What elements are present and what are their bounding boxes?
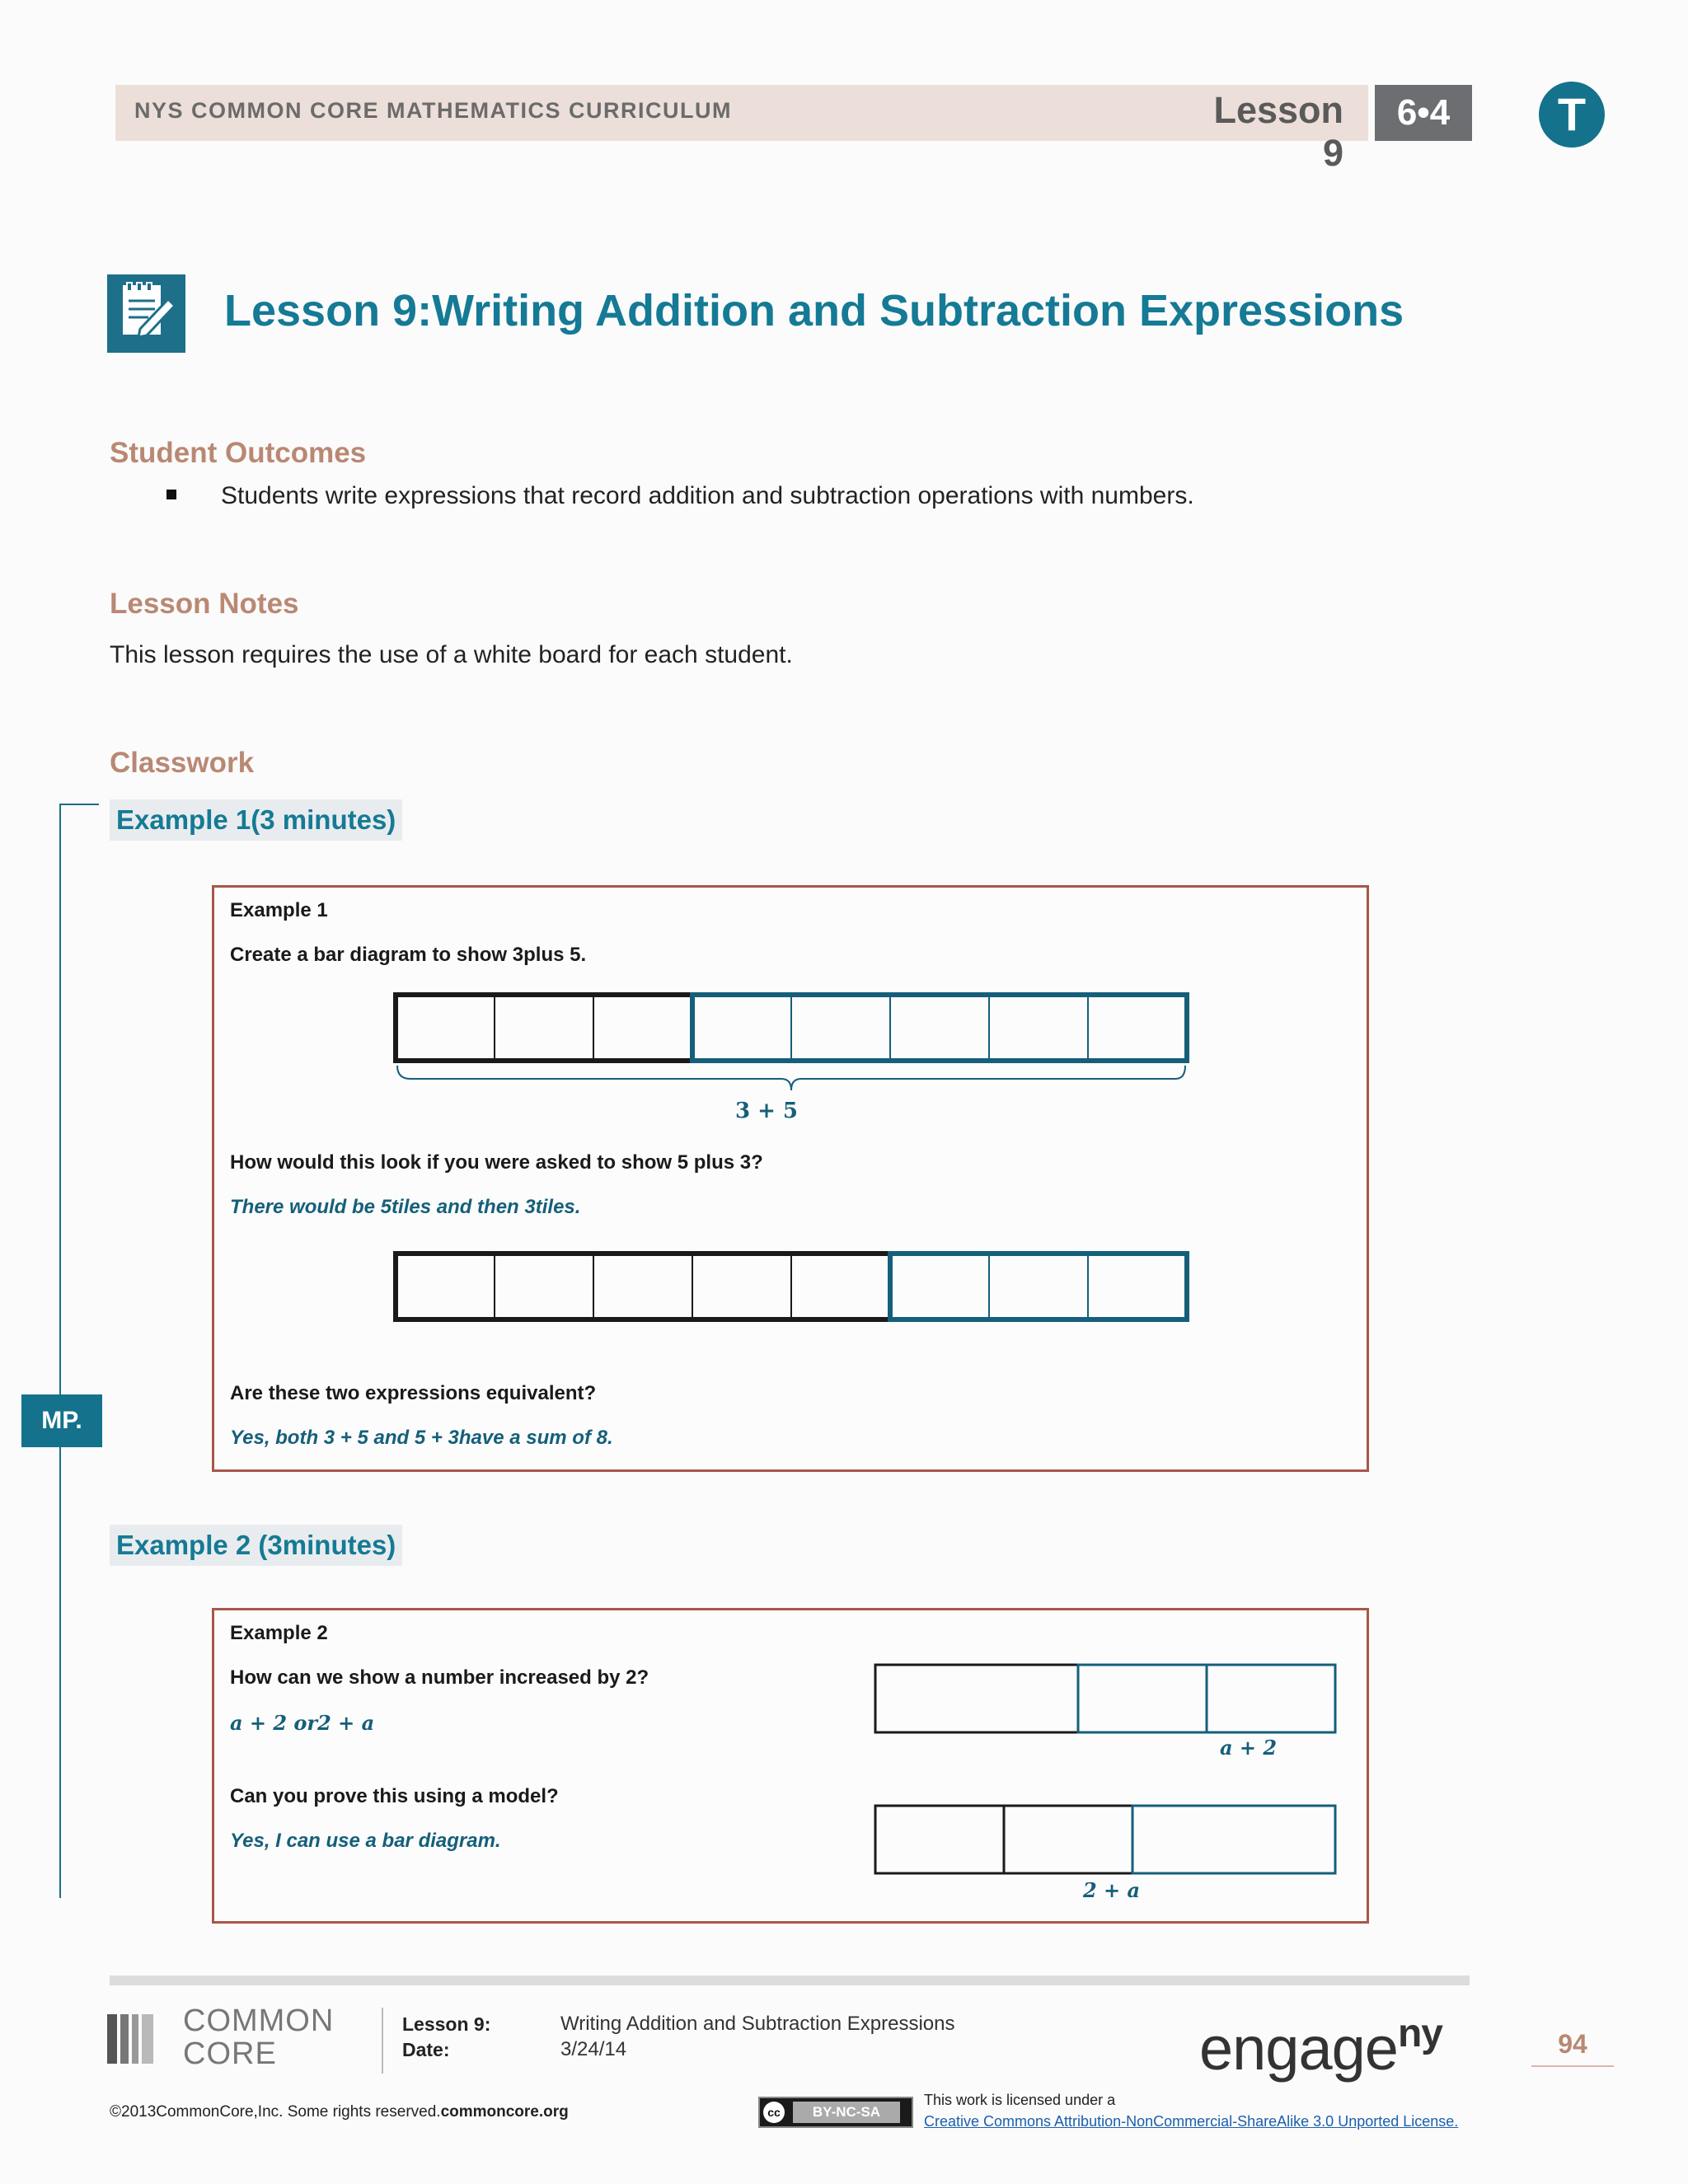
mp-label: MP. [21, 1394, 102, 1447]
example1-heading: Example 1(3 minutes) [110, 799, 402, 841]
cc-icon: cc [763, 2102, 785, 2123]
student-outcomes-heading: Student Outcomes [110, 437, 367, 469]
example2-question1: How can we show a number increased by 2? [230, 1666, 649, 1689]
footer-date-value: 3/24/14 [560, 2038, 627, 2060]
example2-heading: Example 2 (3minutes) [110, 1525, 402, 1566]
bar-tile [692, 995, 791, 1061]
bar-tile [1088, 1254, 1187, 1319]
footer-lesson-label: Lesson 9: [402, 2013, 491, 2035]
example1-question3: Are these two expressions equivalent? [230, 1382, 597, 1404]
cc-badge-text: BY-NC-SA [793, 2102, 900, 2123]
bar-group-outline [396, 1254, 890, 1319]
lesson-notes-heading: Lesson Notes [110, 588, 299, 620]
bar-tile [495, 1254, 593, 1319]
bar-tile [989, 995, 1088, 1061]
engage-text: engage [1199, 2014, 1398, 2083]
ny-text: ny [1397, 2012, 1442, 2055]
bar-group-outline [890, 1254, 1187, 1319]
page-number-rule [1531, 2065, 1614, 2067]
bullet-marker [166, 490, 176, 499]
bar-tile [989, 1254, 1088, 1319]
footer-lesson-value: Writing Addition and Subtraction Expressions [560, 2013, 955, 2035]
example2-answer1: a + 2 or2 + a [230, 1711, 375, 1735]
lesson-notes-text: This lesson requires the use of a white board for each student. [110, 641, 793, 668]
pencil-notepad-icon [107, 274, 185, 353]
example1-box-title: Example 1 [230, 899, 328, 921]
example2-box [212, 1608, 1369, 1924]
cc-license-badge [758, 2097, 913, 2128]
header-lesson: Lesson 9 [1213, 89, 1343, 174]
example2-question2: Can you prove this using a model? [230, 1785, 559, 1807]
bar-tile [396, 1254, 495, 1319]
bar-tile [791, 995, 890, 1061]
example2-answer2: Yes, I can use a bar diagram. [230, 1830, 501, 1852]
mp-bracket-line [59, 804, 61, 1898]
classwork-heading: Classwork [110, 747, 255, 779]
example1-answer2: There would be 5tiles and then 3tiles. [230, 1196, 581, 1218]
example1-question2: How would this look if you were asked to show 5 plus 3? [230, 1151, 763, 1174]
bar-group-outline [396, 995, 692, 1061]
engageny-logo [1199, 2011, 1442, 2083]
lesson-title: Lesson 9:Writing Addition and Subtraction Expressions [224, 286, 1404, 335]
logo-line1: COMMON [183, 2004, 335, 2038]
example2-box-title: Example 2 [230, 1622, 328, 1644]
footer-rule [110, 1975, 1470, 1985]
example1-answer3: Yes, both 3 + 5 and 5 + 3have a sum of 8. [230, 1427, 613, 1449]
diagram1-label: a + 2 [1220, 1736, 1278, 1760]
bar-diagram-a-plus-2 [874, 1663, 1343, 1737]
example1-box [212, 885, 1369, 1472]
footer-date-label: Date: [402, 2039, 450, 2060]
example1-prompt: Create a bar diagram to show 3plus 5. [230, 944, 587, 966]
curriculum-title: NYS COMMON CORE MATHEMATICS CURRICULUM [134, 98, 732, 123]
bar-tile [593, 995, 692, 1061]
bar-tile [495, 995, 593, 1061]
common-core-logo [107, 2011, 171, 2069]
license-link[interactable]: Creative Commons Attribution-NonCommercial-ShareAlike 3.0 Unported License. [924, 2113, 1459, 2130]
bar-tile [396, 995, 495, 1061]
license-line1: This work is licensed under a [924, 2092, 1116, 2108]
bar-tile [692, 1254, 791, 1319]
bar1-label: 3 + 5 [734, 1099, 799, 1123]
mp-bracket-top [59, 804, 99, 805]
copyright-text: ©2013CommonCore,Inc. Some rights reserved. [110, 2103, 441, 2121]
grade-module-badge: 6•4 [1375, 85, 1472, 141]
footer-divider [382, 2008, 383, 2074]
page-number: 94 [1558, 2029, 1587, 2059]
outcome-item: Students write expressions that record addition and subtraction operations with numbers. [221, 482, 1194, 509]
bar-diagram-5-plus-3 [387, 1250, 1195, 1333]
bar-tile [791, 1254, 890, 1319]
bar-group-outline [692, 995, 1187, 1061]
logo-line2: CORE [183, 2036, 277, 2071]
bar-diagram-2-plus-a [874, 1804, 1343, 1878]
bar-tile [1088, 995, 1187, 1061]
bar-tile [890, 1254, 989, 1319]
copyright-site: commoncore.org [440, 2103, 569, 2121]
diagram2-label: 2 + a [1083, 1878, 1141, 1902]
bar-tile [593, 1254, 692, 1319]
common-core-wordmark [183, 2004, 334, 2070]
teacher-badge: T [1539, 82, 1605, 148]
copyright [110, 2103, 569, 2121]
bar-tile [890, 995, 989, 1061]
bar-diagram-3-plus-5 [387, 991, 1195, 1099]
